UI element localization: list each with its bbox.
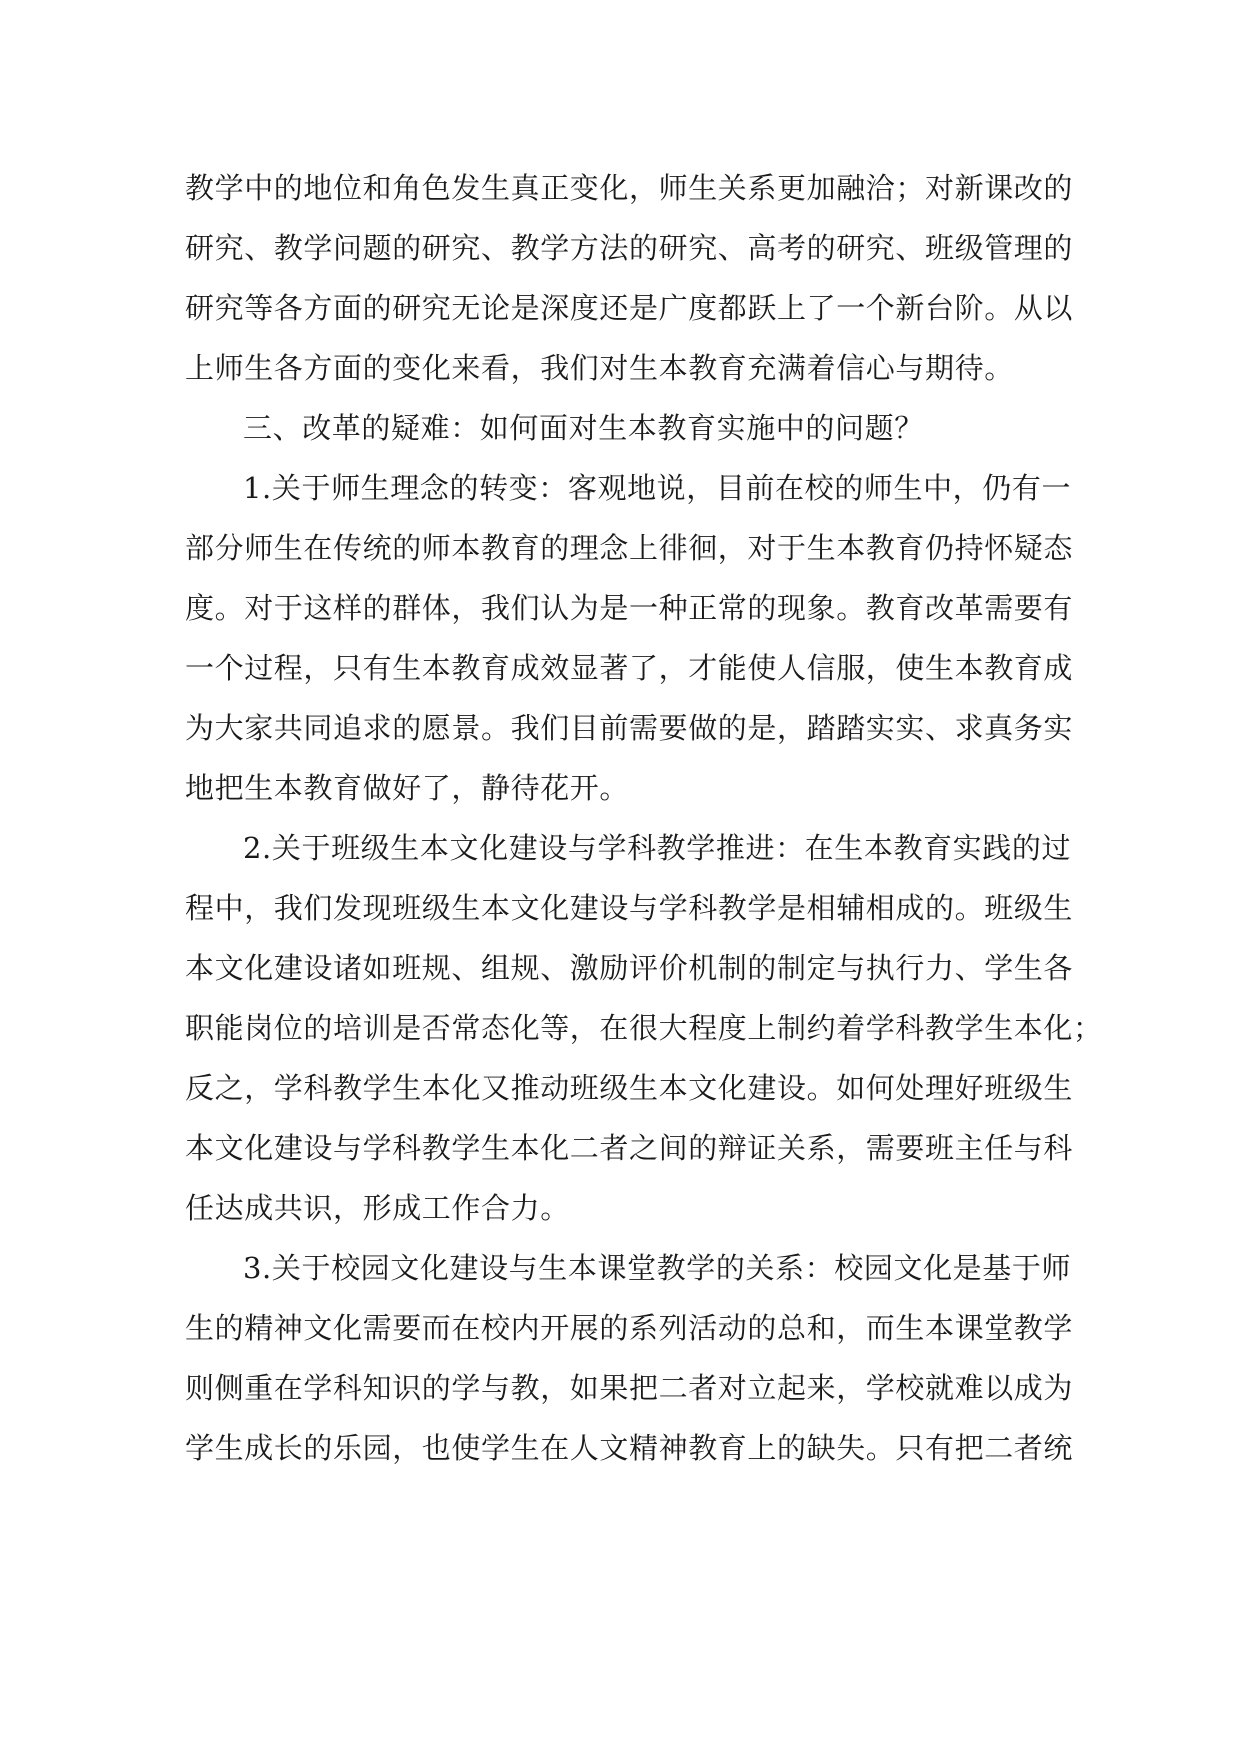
text-line: 研究、教学问题的研究、教学方法的研究、高考的研究、班级管理的 bbox=[185, 231, 1074, 265]
text-line: 3.关于校园文化建设与生本课堂教学的关系：校园文化是基于师 bbox=[243, 1251, 1072, 1285]
text-line: 学生成长的乐园，也使学生在人文精神教育上的缺失。只有把二者统 bbox=[185, 1431, 1074, 1465]
body-text bbox=[185, 158, 1103, 1478]
text-line: 部分师生在传统的师本教育的理念上徘徊，对于生本教育仍持怀疑态 bbox=[185, 531, 1074, 565]
text-line: 地把生本教育做好了，静待花开。 bbox=[185, 771, 630, 805]
text-line: 任达成共识，形成工作合力。 bbox=[185, 1191, 570, 1225]
text-line: 度。对于这样的群体，我们认为是一种正常的现象。教育改革需要有 bbox=[185, 591, 1074, 625]
text-line: 教学中的地位和角色发生真正变化，师生关系更加融洽；对新课改的 bbox=[185, 171, 1074, 205]
text-line: 本文化建设与学科教学生本化二者之间的辩证关系，需要班主任与科 bbox=[185, 1131, 1074, 1165]
section-heading: 三、改革的疑难：如何面对生本教育实施中的问题？ bbox=[243, 411, 924, 445]
text-line: 为大家共同追求的愿景。我们目前需要做的是，踏踏实实、求真务实 bbox=[185, 711, 1074, 745]
text-line: 反之，学科教学生本化又推动班级生本文化建设。如何处理好班级生 bbox=[185, 1071, 1074, 1105]
text-line: 上师生各方面的变化来看，我们对生本教育充满着信心与期待。 bbox=[185, 351, 1014, 385]
text-line: 1.关于师生理念的转变：客观地说，目前在校的师生中，仍有一 bbox=[243, 471, 1072, 505]
text-line: 程中，我们发现班级生本文化建设与学科教学是相辅相成的。班级生 bbox=[185, 891, 1074, 925]
text-line: 一个过程，只有生本教育成效显著了，才能使人信服，使生本教育成 bbox=[185, 651, 1074, 685]
text-line: 生的精神文化需要而在校内开展的系列活动的总和，而生本课堂教学 bbox=[185, 1311, 1074, 1345]
text-line: 本文化建设诸如班规、组规、激励评价机制的制定与执行力、学生各 bbox=[185, 951, 1074, 985]
text-line: 则侧重在学科知识的学与教，如果把二者对立起来，学校就难以成为 bbox=[185, 1371, 1074, 1405]
text-line: 研究等各方面的研究无论是深度还是广度都跃上了一个新台阶。从以 bbox=[185, 291, 1074, 325]
text-line: 2.关于班级生本文化建设与学科教学推进：在生本教育实践的过 bbox=[243, 831, 1072, 865]
text-line: 职能岗位的培训是否常态化等，在很大程度上制约着学科教学生本化； bbox=[185, 1011, 1103, 1045]
